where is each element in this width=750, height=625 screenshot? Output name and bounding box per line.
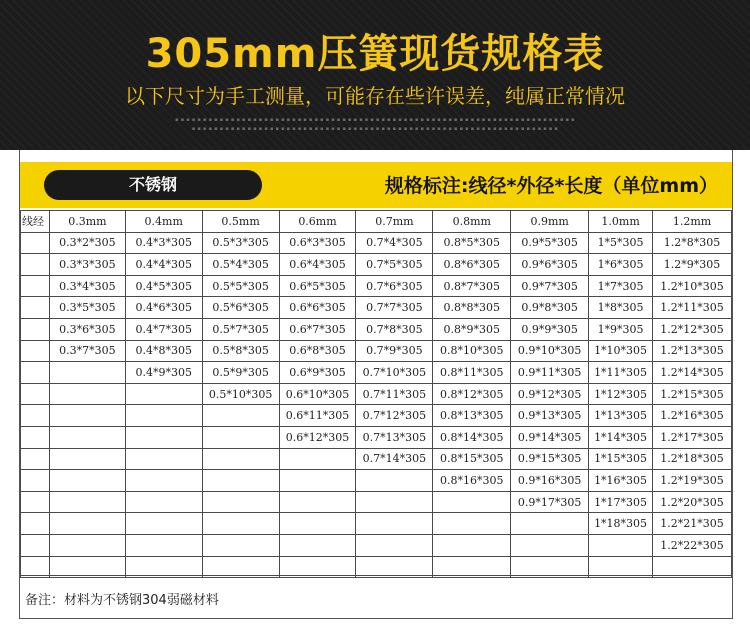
table-row	[21, 491, 732, 513]
column-header: 0.9mm	[511, 211, 589, 233]
table-cell	[202, 491, 279, 513]
table-cell	[49, 448, 125, 470]
table-cell: 0.6*3*305	[279, 232, 356, 254]
table-cell: 1*16*305	[589, 470, 653, 492]
table-cell: 0.9*15*305	[511, 448, 589, 470]
table-cell: 0.9*6*305	[511, 254, 589, 276]
table-cell	[49, 470, 125, 492]
column-header: 0.7mm	[356, 211, 433, 233]
row-label-cell	[21, 254, 50, 276]
table-cell: 1*5*305	[589, 232, 653, 254]
table-cell: 0.8*16*305	[433, 470, 511, 492]
table-row	[21, 426, 732, 448]
header-banner	[0, 0, 750, 150]
table-cell: 0.5*9*305	[202, 362, 279, 384]
row-label: 线经	[21, 211, 50, 233]
row-label-cell	[21, 297, 50, 319]
table-cell: 0.5*7*305	[202, 318, 279, 340]
table-row	[21, 254, 732, 276]
table-cell: 0.4*5*305	[125, 275, 202, 297]
table-cell: 0.8*5*305	[433, 232, 511, 254]
table-cell: 0.8*12*305	[433, 383, 511, 405]
table-cell: 1*14*305	[589, 426, 653, 448]
table-cell	[433, 534, 511, 556]
table-cell	[202, 426, 279, 448]
table-cell: 0.3*2*305	[49, 232, 125, 254]
table-cell: 0.5*5*305	[202, 275, 279, 297]
table-cell	[279, 448, 356, 470]
table-row	[21, 232, 732, 254]
table-cell: 0.3*5*305	[49, 297, 125, 319]
table-cell: 0.5*4*305	[202, 254, 279, 276]
decorative-fine-print: ▪ ▪ ▪ ▪ ▪ ▪ ▪ ▪ ▪ ▪ ▪ ▪ ▪ ▪ ▪ ▪ ▪ ▪ ▪ ▪ ▪ ▪ ▪ ▪ ▪ ▪ ▪ ▪ ▪ ▪ ▪ ▪ ▪ ▪ ▪ ▪ ▪ ▪ ▪ ▪ ▪ ▪ ▪ ▪ ▪ ▪ ▪ ▪ ▪ ▪ ▪ ▪ ▪ ▪ ▪ ▪ ▪ ▪ ▪ ▪ ▪ ▪ ▪ ▪ ▪ ▪ ▪ ▪ ▪ ▪ ▪ ▪	[175, 117, 575, 123]
table-cell: 0.7*4*305	[356, 232, 433, 254]
table-cell	[589, 534, 653, 556]
table-cell: 1.2*13*305	[653, 340, 732, 362]
table-row	[21, 318, 732, 340]
table-cell: 0.5*10*305	[202, 383, 279, 405]
spec-table	[20, 210, 732, 578]
table-row	[21, 534, 732, 556]
row-label-cell	[21, 232, 50, 254]
table-cell: 1*13*305	[589, 405, 653, 427]
table-cell	[511, 513, 589, 535]
table-row	[21, 448, 732, 470]
table-cell	[356, 534, 433, 556]
column-header: 0.3mm	[49, 211, 125, 233]
table-cell	[202, 534, 279, 556]
table-cell: 0.4*6*305	[125, 297, 202, 319]
table-cell: 0.8*13*305	[433, 405, 511, 427]
table-cell	[49, 383, 125, 405]
table-row	[21, 297, 732, 319]
table-cell: 0.7*6*305	[356, 275, 433, 297]
table-cell	[511, 534, 589, 556]
table-cell: 0.9*10*305	[511, 340, 589, 362]
table-cell: 0.3*6*305	[49, 318, 125, 340]
table-cell: 0.6*5*305	[279, 275, 356, 297]
table-row	[21, 383, 732, 405]
table-cell: 0.8*7*305	[433, 275, 511, 297]
table-cell: 1*15*305	[589, 448, 653, 470]
table-cell	[125, 448, 202, 470]
table-cell: 1.2*20*305	[653, 491, 732, 513]
table-cell	[49, 362, 125, 384]
row-label-cell	[21, 340, 50, 362]
decorative-fine-print: ▪ ▪ ▪ ▪ ▪ ▪ ▪ ▪ ▪ ▪ ▪ ▪ ▪ ▪ ▪ ▪ ▪ ▪ ▪ ▪ ▪ ▪ ▪ ▪ ▪ ▪ ▪ ▪ ▪ ▪ ▪ ▪ ▪ ▪ ▪ ▪ ▪ ▪ ▪ ▪ ▪ ▪ ▪ ▪ ▪ ▪ ▪ ▪ ▪ ▪ ▪ ▪ ▪ ▪ ▪ ▪ ▪ ▪ ▪ ▪ ▪ ▪ ▪ ▪ ▪ ▪	[191, 126, 559, 132]
table-cell	[356, 470, 433, 492]
table-cell: 0.7*10*305	[356, 362, 433, 384]
table-cell	[125, 405, 202, 427]
row-label-cell	[21, 405, 50, 427]
table-cell: 1*10*305	[589, 340, 653, 362]
table-cell: 0.9*13*305	[511, 405, 589, 427]
table-row	[21, 340, 732, 362]
row-label-cell	[21, 383, 50, 405]
footnote	[20, 575, 732, 619]
table-cell: 0.6*11*305	[279, 405, 356, 427]
table-cell: 0.9*9*305	[511, 318, 589, 340]
table-cell	[125, 470, 202, 492]
table-cell	[279, 470, 356, 492]
table-cell: 0.9*12*305	[511, 383, 589, 405]
table-cell	[433, 513, 511, 535]
table-cell: 1.2*10*305	[653, 275, 732, 297]
table-cell: 0.4*3*305	[125, 232, 202, 254]
table-cell: 1.2*18*305	[653, 448, 732, 470]
table-cell: 1.2*14*305	[653, 362, 732, 384]
table-cell: 1*7*305	[589, 275, 653, 297]
table-cell	[279, 513, 356, 535]
row-label-cell	[21, 318, 50, 340]
row-label-cell	[21, 513, 50, 535]
table-cell: 0.9*17*305	[511, 491, 589, 513]
table-row	[21, 470, 732, 492]
table-cell	[125, 534, 202, 556]
table-cell: 0.8*11*305	[433, 362, 511, 384]
table-cell: 0.8*9*305	[433, 318, 511, 340]
table-cell: 0.8*6*305	[433, 254, 511, 276]
table-cell: 1*8*305	[589, 297, 653, 319]
page-subtitle: 以下尺寸为手工测量，可能存在些许误差，纯属正常情况	[125, 84, 625, 108]
table-cell: 0.7*8*305	[356, 318, 433, 340]
table-cell: 0.7*5*305	[356, 254, 433, 276]
table-row	[21, 405, 732, 427]
table-cell	[202, 448, 279, 470]
table-cell: 0.5*8*305	[202, 340, 279, 362]
footnote-text: 备注：材料为不锈钢304弱磁材料	[25, 593, 219, 608]
column-header: 0.5mm	[202, 211, 279, 233]
table-cell	[356, 513, 433, 535]
table-cell: 0.6*9*305	[279, 362, 356, 384]
table-cell: 1*12*305	[589, 383, 653, 405]
table-cell: 0.4*8*305	[125, 340, 202, 362]
table-cell: 0.4*9*305	[125, 362, 202, 384]
row-label-cell	[21, 275, 50, 297]
table-cell: 0.7*7*305	[356, 297, 433, 319]
table-cell	[125, 513, 202, 535]
material-label: 不锈钢	[44, 170, 262, 200]
table-cell	[125, 426, 202, 448]
table-cell: 1.2*9*305	[653, 254, 732, 276]
row-label-cell	[21, 362, 50, 384]
table-cell: 1*17*305	[589, 491, 653, 513]
table-cell: 0.9*5*305	[511, 232, 589, 254]
row-label-cell	[21, 470, 50, 492]
table-cell: 0.7*14*305	[356, 448, 433, 470]
table-cell	[202, 513, 279, 535]
table-cell: 1.2*17*305	[653, 426, 732, 448]
row-label-cell	[21, 534, 50, 556]
row-label-cell	[21, 448, 50, 470]
table-cell: 1*11*305	[589, 362, 653, 384]
table-cell: 0.3*4*305	[49, 275, 125, 297]
table-cell	[49, 426, 125, 448]
table-cell	[279, 491, 356, 513]
table-row	[21, 275, 732, 297]
table-cell	[125, 383, 202, 405]
table-cell: 0.6*6*305	[279, 297, 356, 319]
table-cell: 1.2*8*305	[653, 232, 732, 254]
spec-sheet	[19, 150, 733, 619]
table-cell	[49, 491, 125, 513]
spec-note: 规格标注:线径*外径*长度（单位mm）	[384, 175, 718, 197]
table-cell: 1.2*19*305	[653, 470, 732, 492]
table-cell: 0.6*4*305	[279, 254, 356, 276]
table-row	[21, 513, 732, 535]
table-cell: 0.8*15*305	[433, 448, 511, 470]
table-cell: 0.9*7*305	[511, 275, 589, 297]
table-cell: 0.7*13*305	[356, 426, 433, 448]
table-cell	[202, 470, 279, 492]
table-cell: 1.2*12*305	[653, 318, 732, 340]
table-cell	[356, 491, 433, 513]
table-cell: 0.5*6*305	[202, 297, 279, 319]
table-cell	[49, 405, 125, 427]
table-cell: 1.2*22*305	[653, 534, 732, 556]
table-row	[21, 362, 732, 384]
table-cell: 0.5*3*305	[202, 232, 279, 254]
column-header: 0.6mm	[279, 211, 356, 233]
table-cell: 0.3*3*305	[49, 254, 125, 276]
table-cell: 1*18*305	[589, 513, 653, 535]
table-cell: 0.9*14*305	[511, 426, 589, 448]
table-cell: 0.3*7*305	[49, 340, 125, 362]
table-cell: 1*6*305	[589, 254, 653, 276]
table-cell: 1.2*16*305	[653, 405, 732, 427]
table-cell: 0.7*9*305	[356, 340, 433, 362]
row-label-cell	[21, 426, 50, 448]
table-cell: 0.9*16*305	[511, 470, 589, 492]
table-cell: 1*9*305	[589, 318, 653, 340]
table-cell: 0.6*7*305	[279, 318, 356, 340]
column-header: 0.4mm	[125, 211, 202, 233]
table-cell: 1.2*11*305	[653, 297, 732, 319]
table-cell: 0.4*4*305	[125, 254, 202, 276]
table-cell: 0.9*11*305	[511, 362, 589, 384]
table-cell	[202, 405, 279, 427]
section-bar	[20, 162, 732, 208]
table-cell: 1.2*21*305	[653, 513, 732, 535]
table-cell: 0.9*8*305	[511, 297, 589, 319]
table-cell: 0.6*8*305	[279, 340, 356, 362]
table-cell	[49, 513, 125, 535]
table-cell: 0.8*14*305	[433, 426, 511, 448]
table-cell: 0.7*11*305	[356, 383, 433, 405]
column-header: 1.2mm	[653, 211, 732, 233]
column-header: 1.0mm	[589, 211, 653, 233]
table-cell	[433, 491, 511, 513]
table-cell: 0.7*12*305	[356, 405, 433, 427]
table-header-row	[21, 211, 732, 233]
table-cell: 0.6*12*305	[279, 426, 356, 448]
table-cell	[49, 534, 125, 556]
table-cell: 0.4*7*305	[125, 318, 202, 340]
table-cell: 1.2*15*305	[653, 383, 732, 405]
column-header: 0.8mm	[433, 211, 511, 233]
row-label-cell	[21, 491, 50, 513]
page-title: 305mm压簧现货规格表	[145, 31, 605, 77]
table-cell	[279, 534, 356, 556]
table-cell: 0.8*8*305	[433, 297, 511, 319]
table-cell	[125, 491, 202, 513]
table-cell: 0.8*10*305	[433, 340, 511, 362]
table-cell: 0.6*10*305	[279, 383, 356, 405]
